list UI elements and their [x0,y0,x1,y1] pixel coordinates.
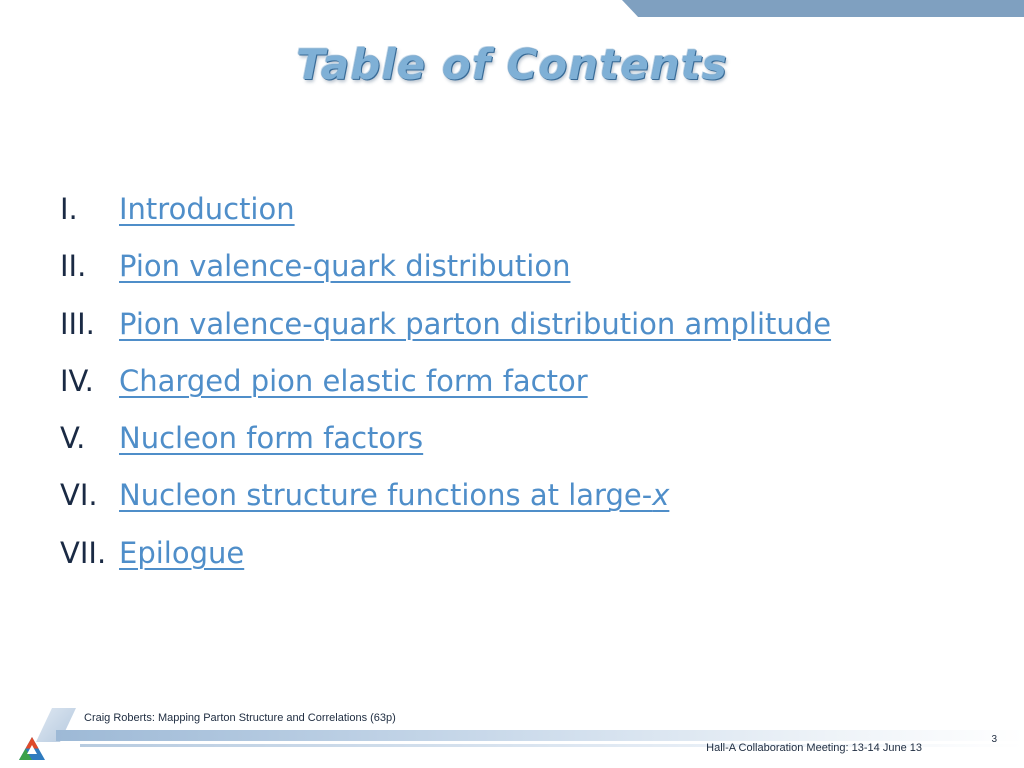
toc-link-nucleon-structure-functions[interactable] [119,472,669,518]
toc-number: II. [60,249,87,284]
toc-link-introduction[interactable]: Introduction [119,192,295,226]
toc-number: I. [60,192,78,226]
toc-number: VII. [60,535,107,570]
top-decorative-band [622,0,1024,17]
toc-number: III. [60,306,95,341]
toc-number: V. [60,421,86,456]
slide-title: Table of Contents [296,40,728,89]
toc-link-pion-pda[interactable]: Pion valence-quark parton distribution amplitude [119,306,832,341]
page-number: 3 [991,734,997,745]
toc-link-nucleon-form-factors[interactable]: Nucleon form factors [119,421,424,456]
toc-link-charged-pion-form-factor[interactable]: Charged pion elastic form factor [119,363,588,398]
footer-decorative-band [56,730,1024,741]
toc-link-text: Nucleon structure functions at large- [119,478,653,513]
toc-link-epilogue[interactable]: Epilogue [119,535,245,570]
toc-link-variable-x: x [652,478,670,513]
toc-link-pion-valence-quark-distribution[interactable]: Pion valence-quark distribution [119,249,571,284]
footer-author-text: Craig Roberts: Mapping Parton Structure and Correlations (63p) [84,712,396,724]
toc-number: VI. [60,478,98,513]
toc-number: IV. [60,363,94,398]
footer-meeting-text: Hall-A Collaboration Meeting: 13-14 June 13 [706,742,922,754]
triangle-logo-icon [18,736,46,762]
